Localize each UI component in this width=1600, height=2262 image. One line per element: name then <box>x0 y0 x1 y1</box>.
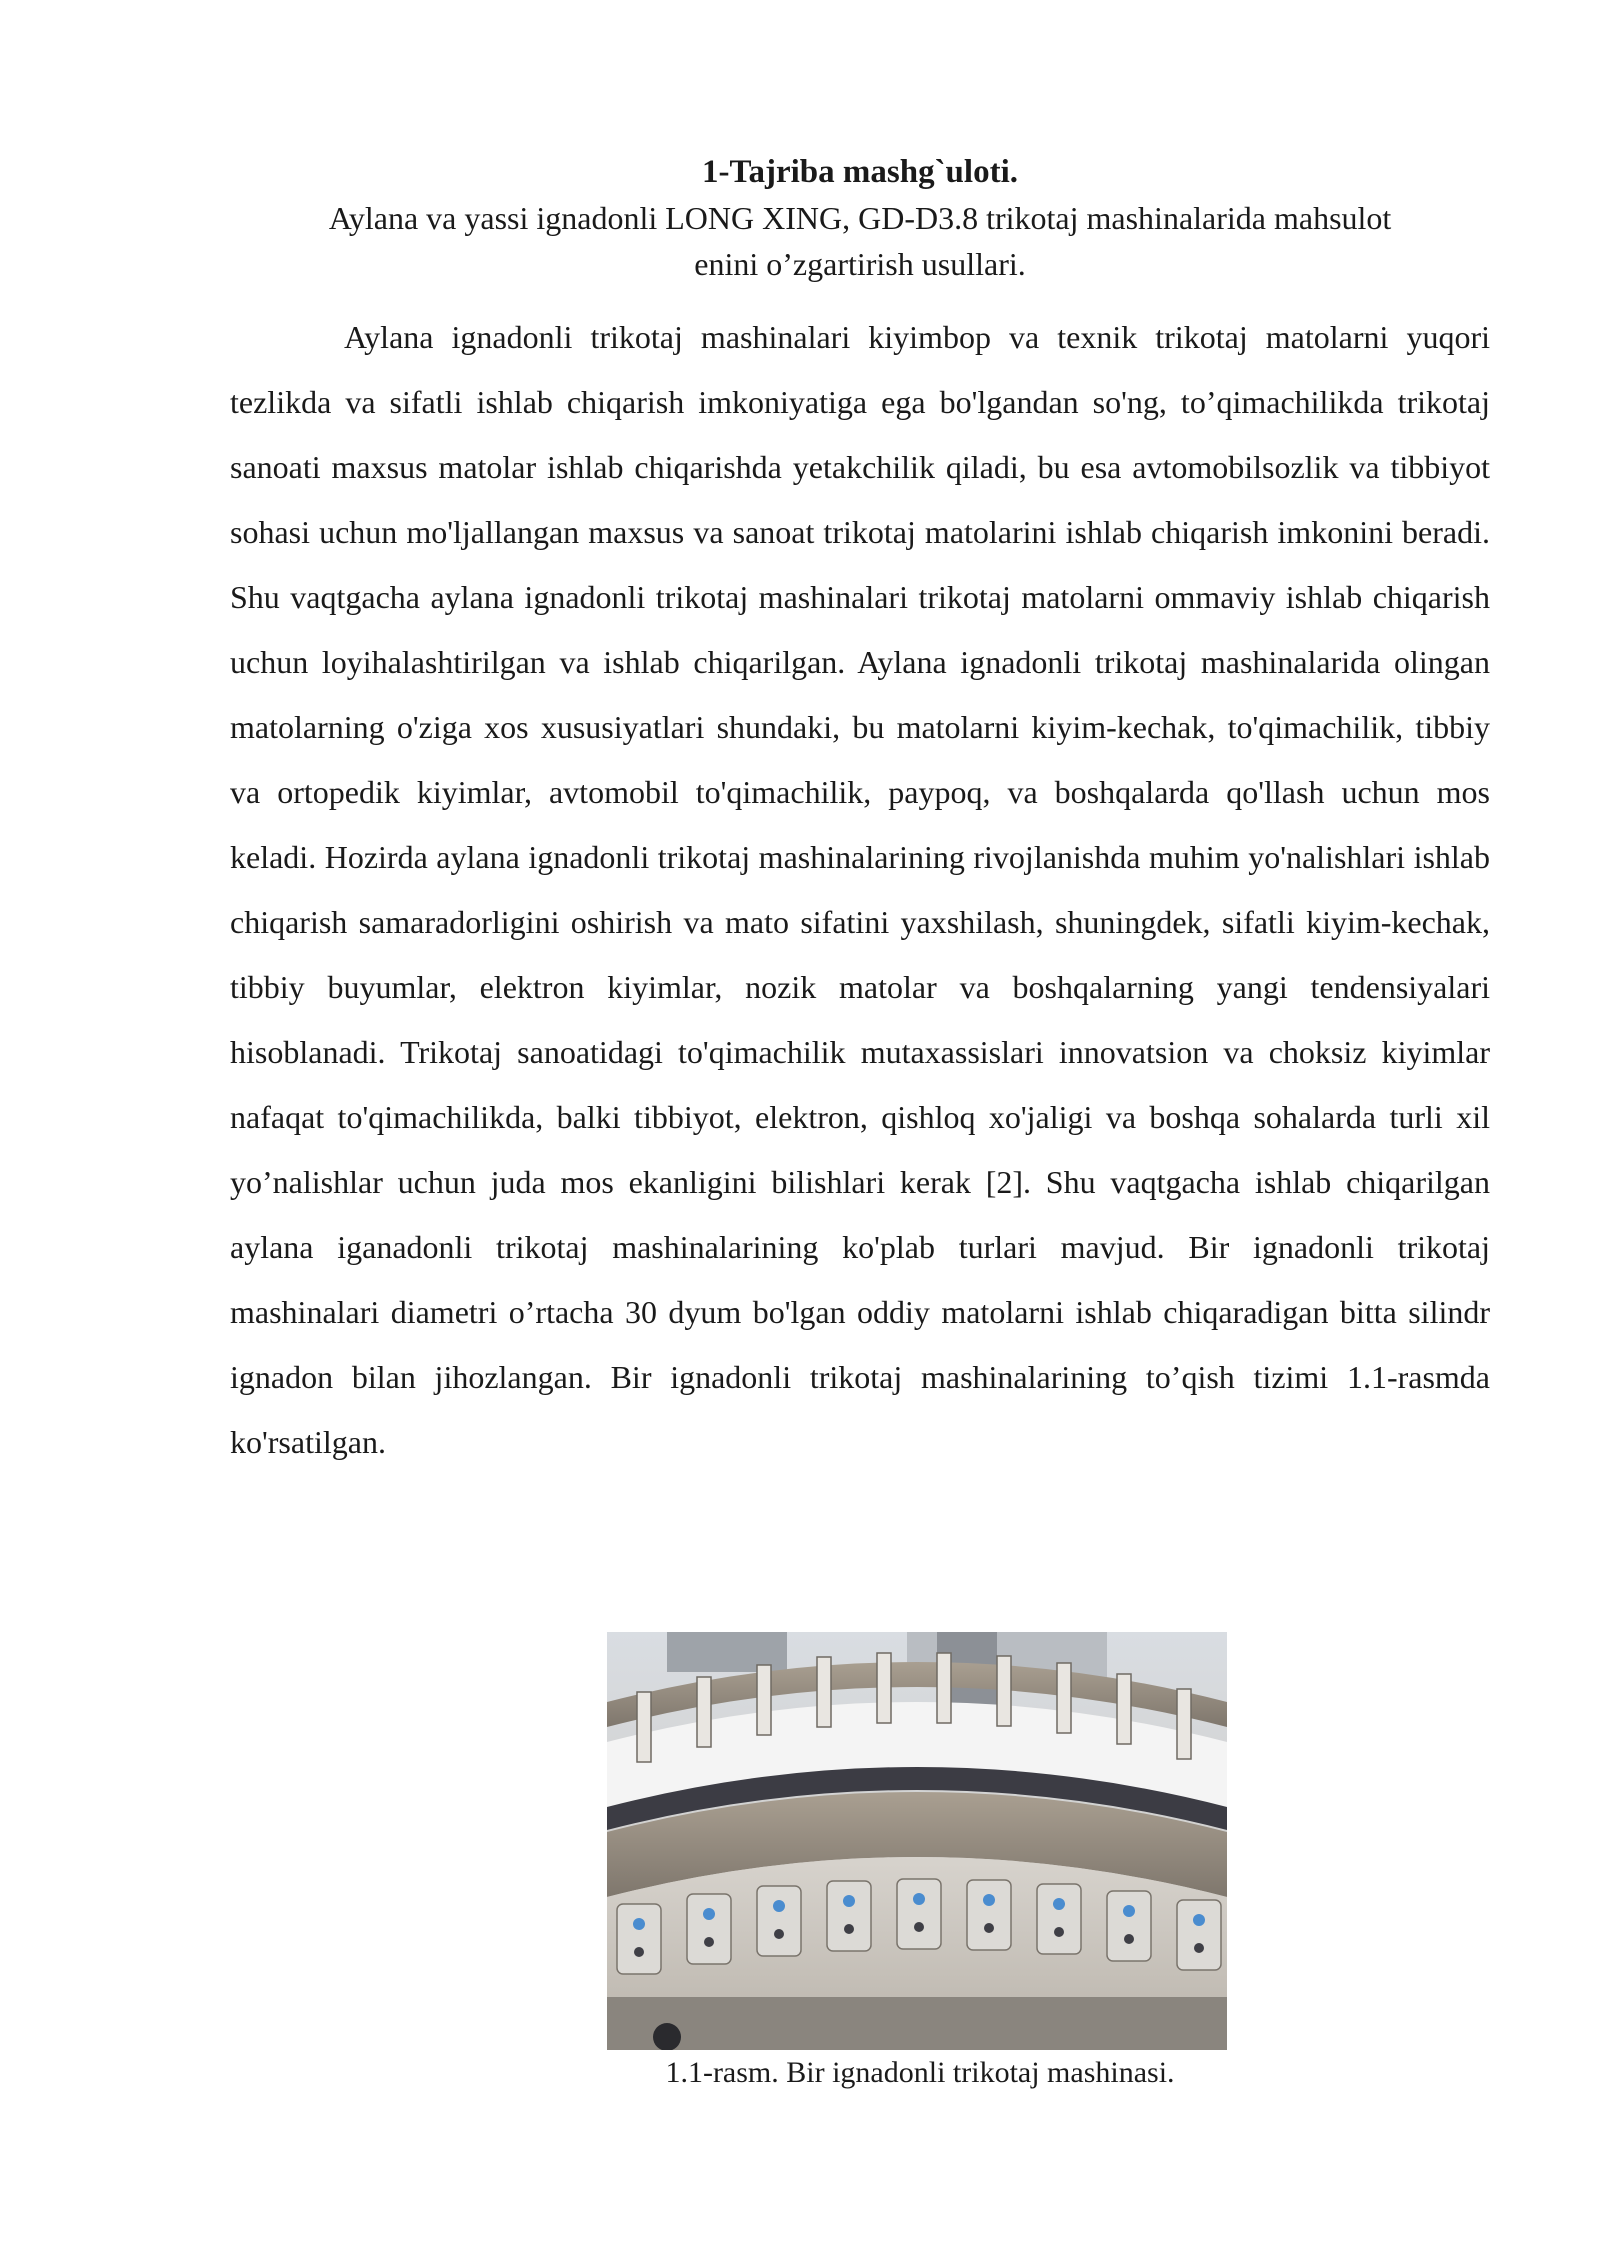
body-paragraph: Aylana ignadonli trikotaj mashinalari kiyimbop va texnik trikotaj matolarni yuqori tezlikda va sifatli ishlab chiqarish imkoniyatiga ega bo'lgandan so'ng, to’qimachilikda trikotaj sanoati maxsus matolar ishlab chiqarishda yetakchilik qiladi, bu esa avtomobilsozlik va tibbiyot sohasi uchun mo'ljallangan maxsus va sanoat trikotaj matolarini ishlab chiqarish imkonini beradi. Shu vaqtgacha aylana ignadonli trikotaj mashinalari trikotaj matolarni ommaviy ishlab chiqarish uchun loyihalashtirilgan va ishlab chiqarilgan. Aylana ignadonli trikotaj mashinalarida olingan matolarning o'ziga xos xususiyatlari shundaki, bu matolarni kiyim-kechak, to'qimachilik, tibbiy va ortopedik kiyimlar, avtomobil to'qimachilik, paypoq, va boshqalarda qo'llash uchun mos keladi. Hozirda aylana ignadonli trikotaj mashinalarining rivojlanishda muhim yo'nalishlari ishlab chiqarish samaradorligini oshirish va mato sifatini yaxshilash, shuningdek, sifatli kiyim-kechak, tibbiy buyumlar, elektron kiyimlar, nozik matolar va boshqalarning yangi tendensiyalari hisoblanadi. Trikotaj sanoatidagi to'qimachilik mutaxassislari innovatsion va choksiz kiyimlar nafaqat to'qimachilikda, balki tibbiyot, elektron, qishloq xo'jaligi va boshqa sohalarda turli xil yo’nalishlar uchun juda mos ekanligini bilishlari kerak [2]. Shu vaqtgacha ishlab chiqarilgan aylana iganadonli trikotaj mashinalarining ko'plab turlari mavjud. Bir ignadonli trikotaj mashinalari diametri o’rtacha 30 dyum bo'lgan oddiy matolarni ishlab chiqaradigan bitta silindr ignadon bilan jihozlangan. Bir ignadonli trikotaj mashinalarining to’qish tizimi 1.1-rasmda ko'rsatilgan. <box>230 319 1490 1460</box>
figure-caption: 1.1-rasm. Bir ignadonli trikotaj mashinasi. <box>665 2056 1175 2089</box>
page-title: 1-Tajriba mashg`uloti. <box>702 154 1018 190</box>
figure-image <box>607 1632 1227 2050</box>
page-subtitle <box>230 195 1490 287</box>
knitting-machine-photo-icon <box>607 1632 1227 2050</box>
subtitle-line-2: enini o’zgartirish usullari. <box>694 246 1026 282</box>
subtitle-line-1: Aylana va yassi ignadonli LONG XING, GD-D3.8 trikotaj mashinalarida mahsulot <box>328 200 1392 236</box>
